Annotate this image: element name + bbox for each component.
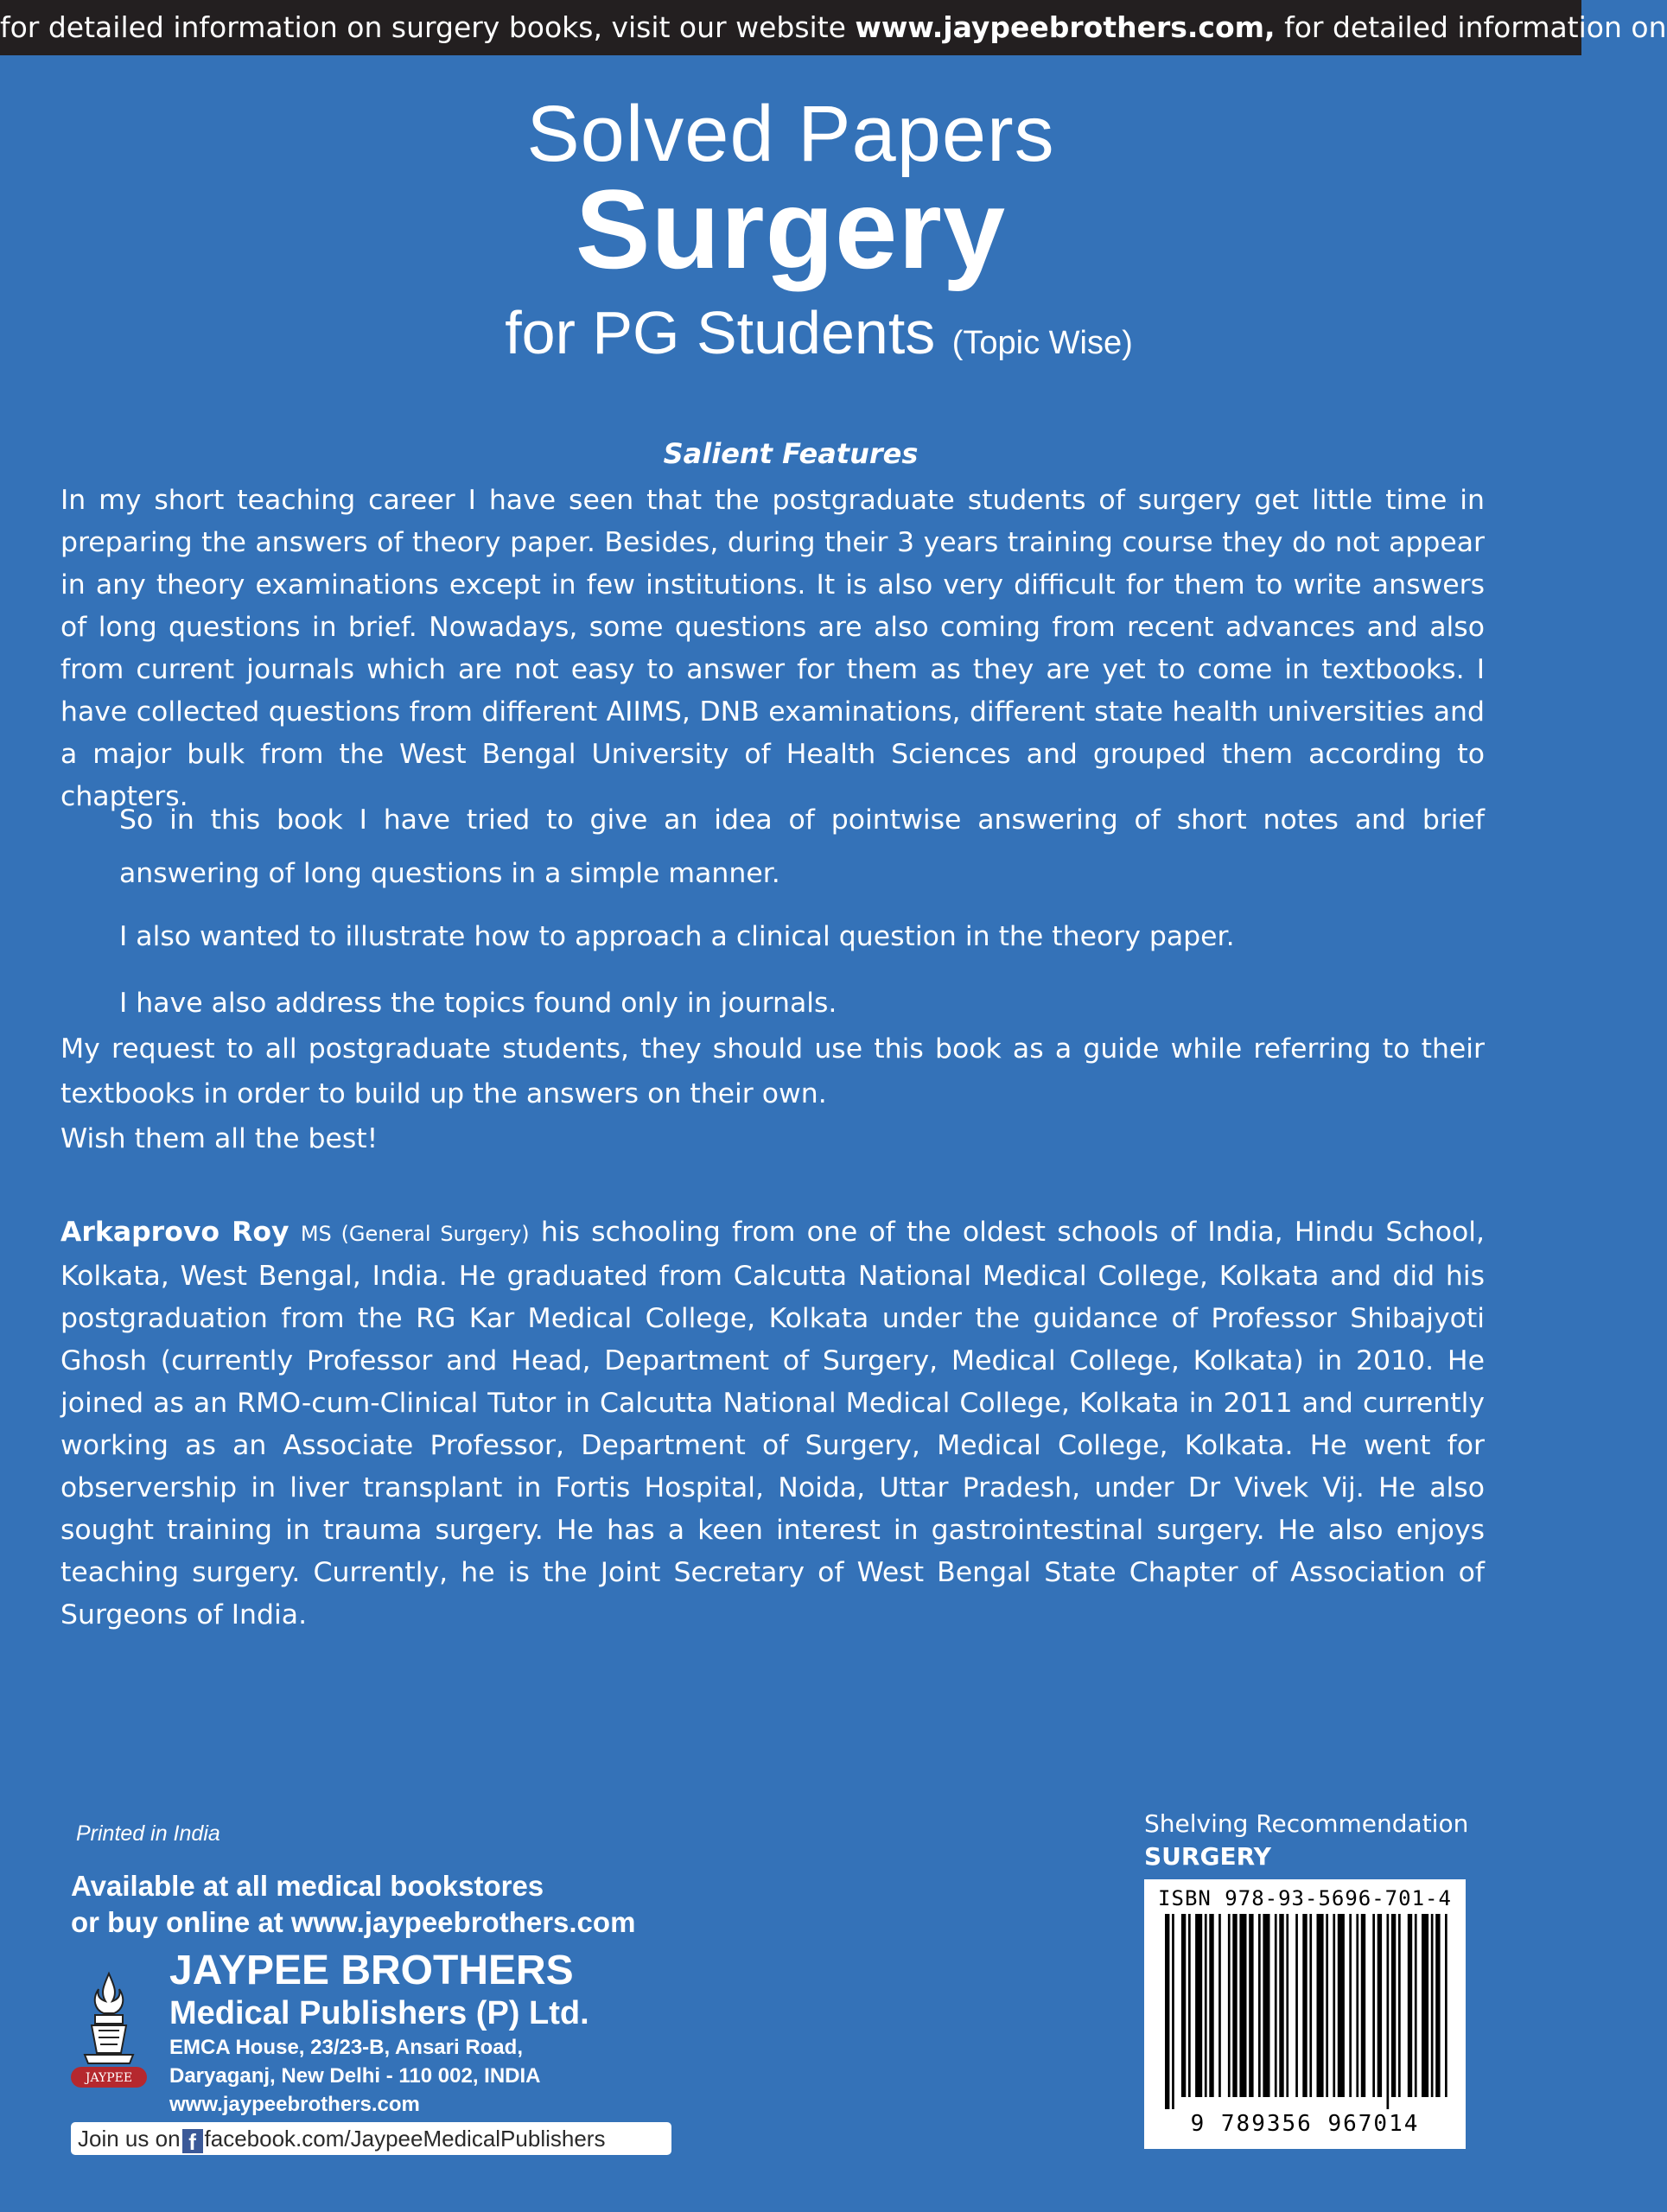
author-name: Arkaprovo Roy: [60, 1217, 289, 1248]
publisher-name: JAYPEE BROTHERS: [169, 1948, 574, 1993]
barcode-bar: [1209, 1914, 1213, 2097]
features-wish: Wish them all the best!: [60, 1123, 379, 1154]
barcode-bar: [1165, 1914, 1169, 2109]
jaypee-logo-icon: [66, 1970, 152, 2091]
title-topic-wise: (Topic Wise): [951, 325, 1133, 361]
availability-note: [71, 1868, 635, 1941]
barcode-bar: [1356, 1914, 1358, 2097]
features-indent-1: So in this book I have tried to give an idea of pointwise answering of short notes and brief answering of long questions in a simple manner.: [119, 804, 1485, 889]
barcode-bar: [1286, 1914, 1288, 2097]
barcode-bar: [1295, 1914, 1298, 2097]
facebook-join-box: [71, 2122, 671, 2155]
barcode-bar: [1326, 1914, 1328, 2097]
barcode-bar: [1228, 1914, 1231, 2097]
availability-line-1: Available at all medical bookstores: [71, 1870, 544, 1902]
banner-text-post: for detailed information on: [1275, 10, 1667, 44]
logo-text: JAYPEE: [85, 2071, 133, 2085]
barcode-bar: [1361, 1914, 1365, 2097]
barcode-bar: [1317, 1914, 1324, 2097]
barcode-bar: [1232, 1914, 1237, 2097]
title-surgery: Surgery: [575, 166, 1007, 292]
barcode-bar: [1249, 1914, 1253, 2097]
barcode-bar: [1205, 1914, 1207, 2097]
barcode-icon: [1165, 1914, 1445, 2109]
author-bio: his schooling from one of the oldest schools of India, Hindu School, Kolkata, West Bengal, India. He graduated from Calcutta National Medical College, Kolkata and did his postgraduation from the RG Kar Medical College, Kolkata under the guidance of Professor Shibajyoti Ghosh (currently Professor and Head, Department of Surgery, Medical College, Kolkata) in 2010. He joined as an RMO-cum-Clinical Tutor in Calcutta National Medical College, Kolkata in 2011 and currently working as an Associate Professor, Department of Surgery, Medical College, Kolkata. He went for observership in liver transplant in Fortis Hospital, Noida, Uttar Pradesh, under Dr Vivek Vij. He also sought training in trauma surgery. He has a keen interest in gastrointestinal surgery. He also enjoys teaching surgery. Currently, he is the Joint Secretary of West Bengal State Chapter of Association of Surgeons of India.: [60, 1217, 1486, 1630]
barcode-number: 9 789356 967014: [1190, 2111, 1420, 2137]
banner-text-pre: for detailed information on surgery books, visit our website: [0, 10, 856, 44]
isbn-barcode-box: [1144, 1879, 1466, 2149]
features-intro-paragraph: In my short teaching career I have seen that the postgraduate students of surgery get little time in preparing the answers of theory paper. Besides, during their 3 years training course they do not appear in any theory examinations except in few institutions. It is also very difficult for them to write answers of long questions in brief. Nowadays, some questions are also coming from recent advances and also from current journals which are not easy to answer for them as they are yet to come in textbooks. I have collected questions from different AIIMS, DNB examinations, different state health universities and a major bulk from the West Bengal University of Health Sciences and grouped them according to chapters.: [60, 485, 1485, 812]
barcode-bar: [1445, 1914, 1447, 2097]
shelving-label: Shelving Recommendation: [1144, 1809, 1469, 1838]
barcode-bar: [1391, 1914, 1396, 2097]
availability-line-2: or buy online at www.jaypeebrothers.com: [71, 1906, 636, 1938]
top-banner: [0, 0, 1667, 55]
barcode-bar: [1263, 1914, 1269, 2097]
author-bio-paragraph: [60, 1211, 1485, 1637]
title-pg-text: for PG Students: [505, 299, 936, 366]
barcode-bar: [1333, 1914, 1335, 2097]
barcode-bar: [1387, 1914, 1390, 2109]
facebook-url: facebook.com/JaypeeMedicalPublishers: [204, 2126, 606, 2152]
barcode-bar: [1431, 1914, 1434, 2097]
title-solved-papers: Solved Papers: [526, 90, 1055, 178]
shelving-recommendation: [1144, 1808, 1468, 1873]
features-request-block: [60, 1027, 1485, 1161]
barcode-bar: [1349, 1914, 1352, 2097]
barcode-bar: [1258, 1914, 1261, 2097]
features-indent-2: I also wanted to illustrate how to approach a clinical question in the theory paper.: [119, 921, 1235, 952]
salient-features-heading: Salient Features: [663, 437, 919, 470]
barcode-bar: [1422, 1914, 1428, 2097]
barcode-bar: [1181, 1914, 1186, 2097]
barcode-bar: [1218, 1914, 1221, 2097]
author-credentials: MS (General Surgery): [300, 1222, 530, 1246]
barcode-bar: [1172, 1914, 1174, 2109]
barcode-bar: [1239, 1914, 1246, 2097]
barcode-bar: [1398, 1914, 1401, 2097]
barcode-bar: [1415, 1914, 1417, 2097]
facebook-icon: f: [182, 2129, 203, 2153]
features-indent-3: I have also address the topics found only in journals.: [119, 988, 837, 1019]
barcode-bar: [1372, 1914, 1375, 2097]
publisher-subtitle: Medical Publishers (P) Ltd.: [169, 1995, 589, 2031]
isbn-label: ISBN 978-93-5696-701-4: [1158, 1886, 1452, 1910]
publisher-address-2: Daryaganj, New Delhi - 110 002, INDIA: [169, 2064, 541, 2088]
barcode-bar: [1195, 1914, 1202, 2097]
features-request: My request to all postgraduate students, they should use this book as a guide while referring to their textbooks in order to build up the answers on their own.: [60, 1033, 1485, 1109]
publisher-website: www.jaypeebrothers.com: [169, 2093, 420, 2116]
barcode-bar: [1338, 1914, 1345, 2097]
barcode-bar: [1188, 1914, 1191, 2097]
publisher-block: [169, 1948, 589, 2119]
join-prefix: Join us on: [78, 2126, 181, 2152]
barcode-bar: [1302, 1914, 1307, 2097]
barcode-bar: [1378, 1914, 1382, 2097]
barcode-bar: [1309, 1914, 1312, 2097]
printed-in-india: Printed in India: [76, 1821, 220, 1846]
barcode-bar: [1279, 1914, 1283, 2097]
title-for-pg-students: [0, 294, 1581, 382]
barcode-bar: [1275, 1914, 1277, 2097]
publisher-address-1: EMCA House, 23/23-B, Ansari Road,: [169, 2036, 523, 2059]
barcode-bar: [1408, 1914, 1412, 2097]
banner-website: www.jaypeebrothers.com,: [855, 10, 1276, 44]
barcode-bar: [1435, 1914, 1440, 2097]
shelving-value: SURGERY: [1144, 1842, 1271, 1871]
